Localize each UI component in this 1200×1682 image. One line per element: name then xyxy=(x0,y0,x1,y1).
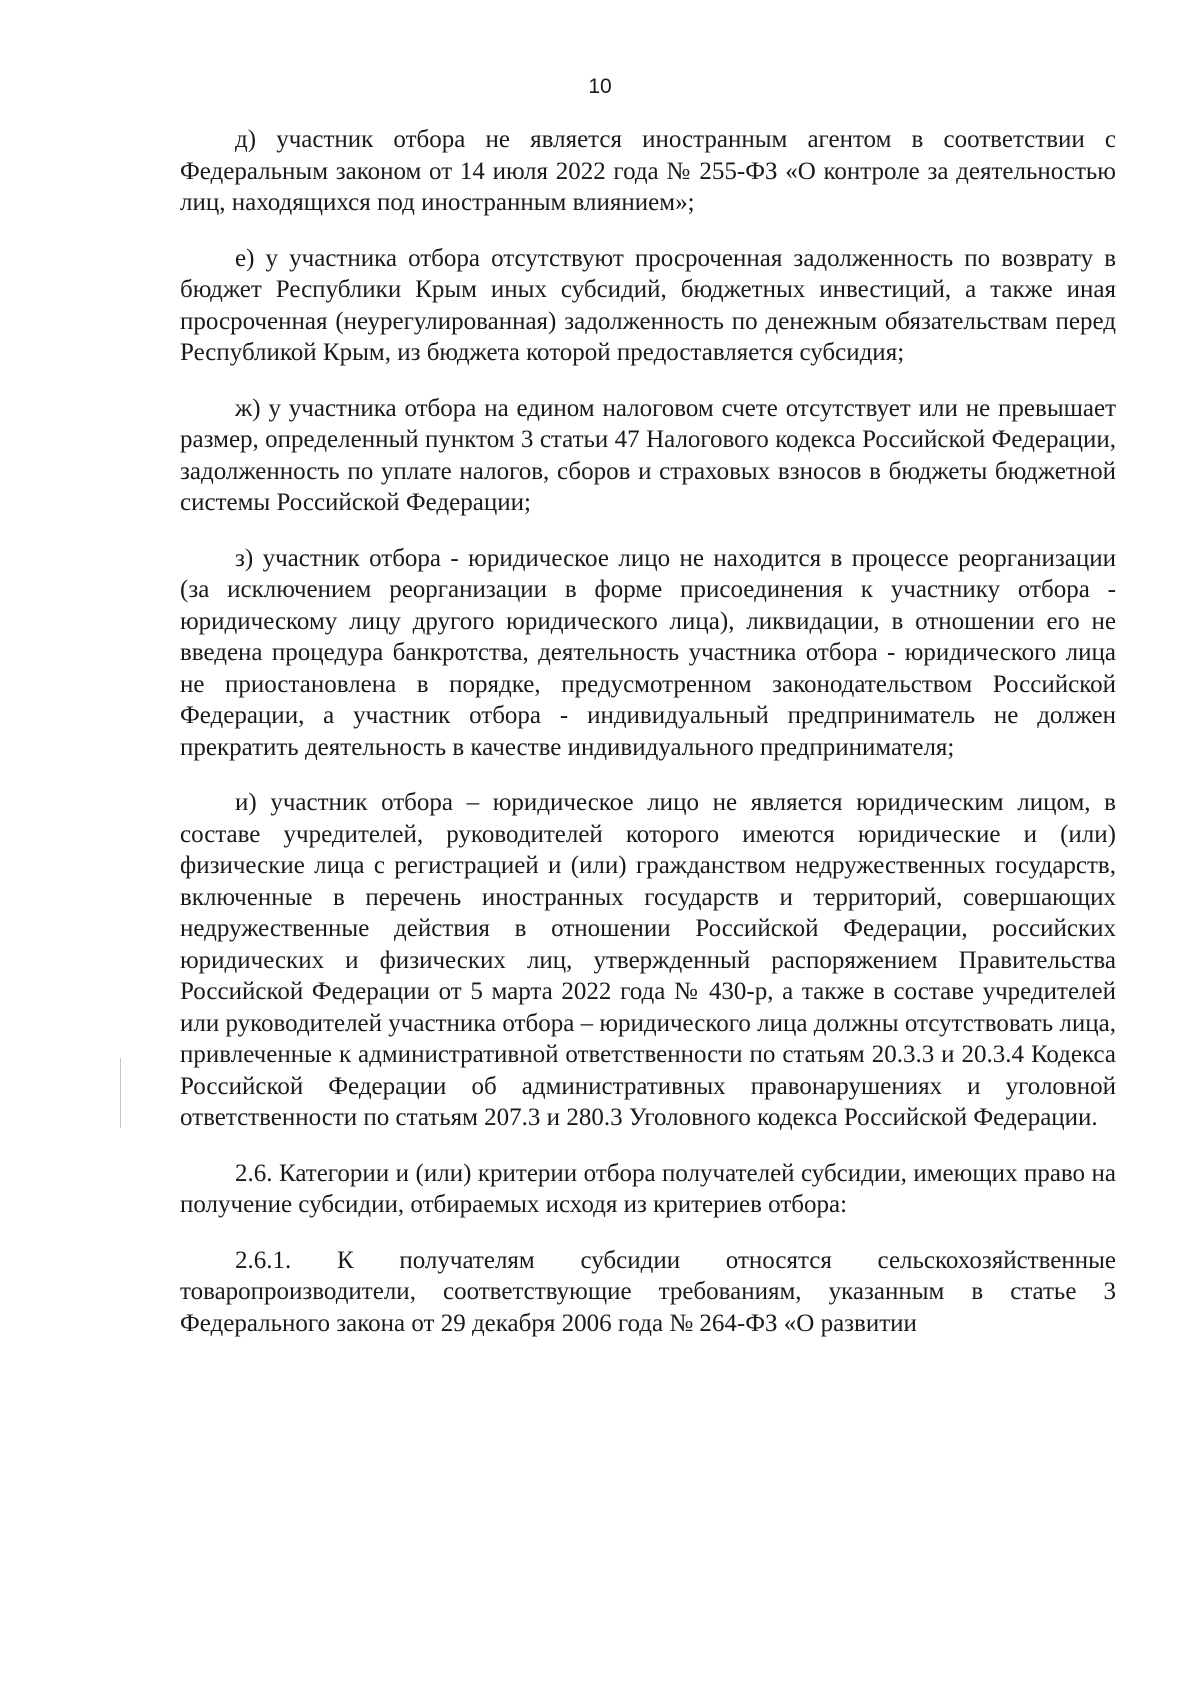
paragraph-zh: ж) у участника отбора на едином налоговом счете отсутствует или не превышает размер, определенный пунктом 3 статьи 47 Налогового кодекса Российской Федерации, задолженность по уплате налогов, сборов и страховых взносов в бюджеты бюджетной системы Российской Федерации; xyxy=(180,394,1116,516)
paragraph-z: з) участник отбора - юридическое лицо не находится в процессе реорганизации (за исключением реорганизации в форме присоединения к участнику отбора - юридическому лицу другого юридического лица), ликвидации, в отношении его не введена процедура банкротства, деятельность участника отбора - юридического лица не приостановлена в порядке, предусмотренном законодательством Российской Федерации, а участник отбора - индивидуальный предприниматель не должен прекратить деятельность в качестве индивидуального предпринимателя; xyxy=(180,544,1116,761)
page-number: 10 xyxy=(588,75,612,98)
paragraph-e: е) у участника отбора отсутствуют просроченная задолженность по возврату в бюджет Республики Крым иных субсидий, бюджетных инвестиций, а также иная просроченная (неурегулированная) задолженность по денежным обязательствам перед Республикой Крым, из бюджета которой предоставляется субсидия; xyxy=(180,244,1116,366)
scan-artifact-line xyxy=(120,1058,121,1128)
section-2-6-1: 2.6.1. К получателям субсидии относятся сельскохозяйственные товаропроизводители, соответствующие требованиям, указанным в статье 3 Федерального закона от 29 декабря 2006 года № 264-ФЗ «О развитии xyxy=(180,1246,1116,1337)
section-2-6: 2.6. Категории и (или) критерии отбора получателей субсидии, имеющих право на получение субсидии, отбираемых исходя из критериев отбора: xyxy=(180,1159,1116,1218)
document-body xyxy=(180,124,1116,1363)
paragraph-d: д) участник отбора не является иностранным агентом в соответствии с Федеральным законом от 14 июля 2022 года № 255-ФЗ «О контроле за деятельностью лиц, находящихся под иностранным влиянием»; xyxy=(180,126,1116,216)
paragraph-i: и) участник отбора – юридическое лицо не является юридическим лицом, в составе учредителей, руководителей которого имеются юридические и (или) физические лица с регистрацией и (или) гражданством недружественных государств, включенные в перечень иностранных государств и территорий, совершающих недружественные действия в отношении Российской Федерации, российских юридических и физических лиц, утвержденный распоряжением Правительства Российской Федерации от 5 марта 2022 года № 430-р, а также в составе учредителей или руководителей участника отбора – юридического лица должны отсутствовать лица, привлеченные к административной ответственности по статьям 20.3.3 и 20.3.4 Кодекса Российской Федерации об административных правонарушениях и уголовной ответственности по статьям 207.3 и 280.3 Уголовного кодекса Российской Федерации. xyxy=(180,789,1116,1131)
